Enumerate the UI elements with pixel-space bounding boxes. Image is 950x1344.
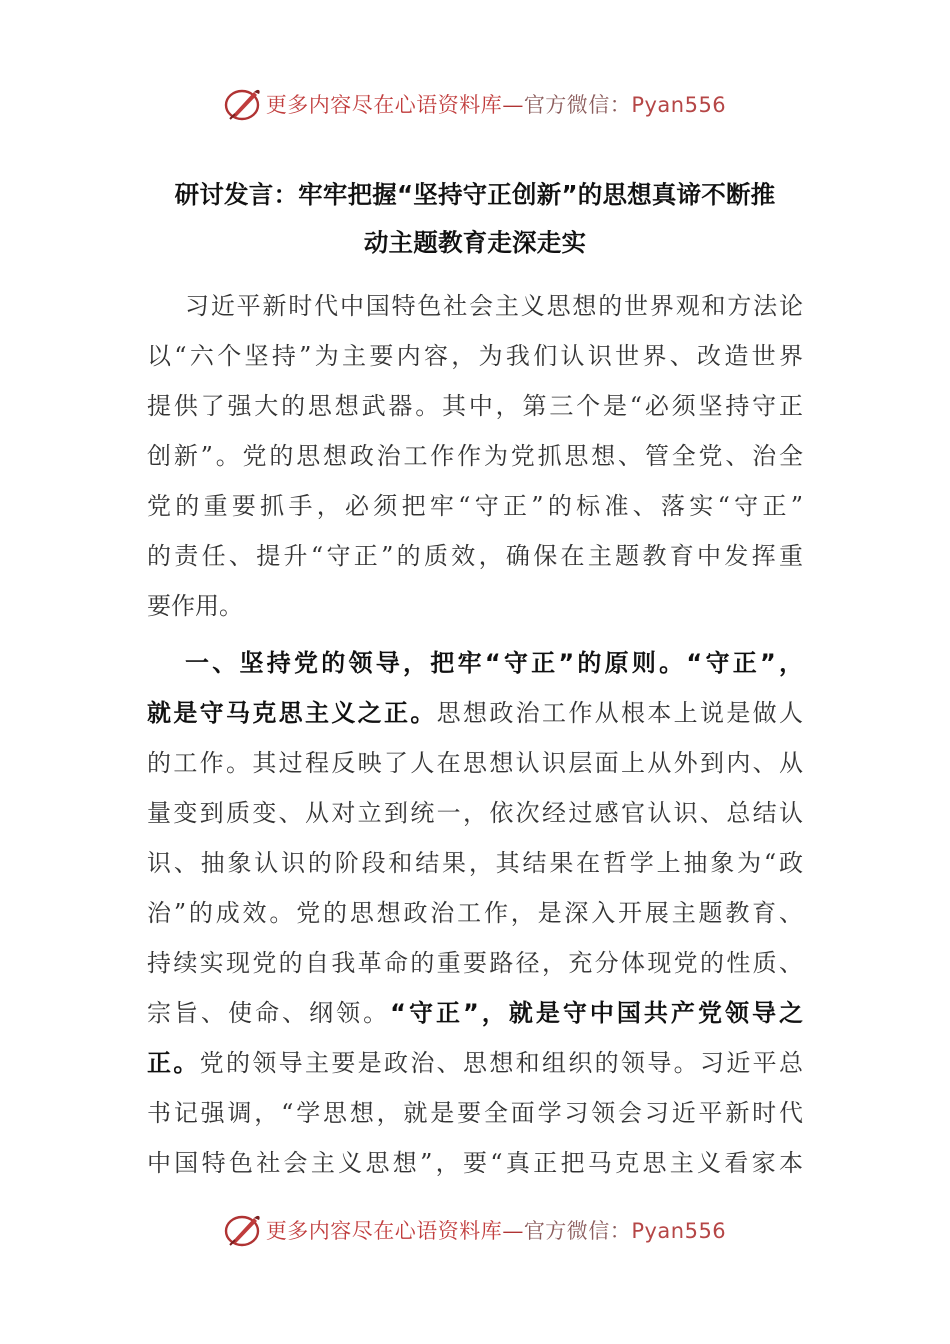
watermark-text: 更多内容尽在心语资料库—官方微信：Pyan556 <box>265 93 727 117</box>
paragraph-1-line-1: 习近平新时代中国特色社会主义思想的世界观和方法论 <box>185 292 803 320</box>
paragraph-2-line-6: 治”的成效。党的思想政治工作，是深入开展主题教育、 <box>147 899 803 927</box>
footer-watermark <box>0 1210 950 1250</box>
paragraph-1-line-2: 以“六个坚持”为主要内容，为我们认识世界、改造世界 <box>147 342 803 370</box>
paragraph-2-line-4: 量变到质变、从对立到统一，依次经过感官认识、总结认 <box>147 799 803 827</box>
paragraph-2-line-5: 识、抽象认识的阶段和结果，其结果在哲学上抽象为“政 <box>147 849 803 877</box>
document-title-line-2: 动主题教育走深走实 <box>363 228 587 257</box>
paragraph-1-line-4: 创新”。党的思想政治工作作为党抓思想、管全党、治全 <box>147 442 803 470</box>
paragraph-2-line-8: 宗旨、使命、纲领。“守正”，就是守中国共产党领导之 <box>147 999 804 1027</box>
quill-pen-icon <box>224 1212 262 1248</box>
document-title-line-1: 研讨发言：牢牢把握“坚持守正创新”的思想真谛不断推 <box>174 180 776 209</box>
paragraph-2-line-2: 就是守马克思主义之正。思想政治工作从根本上说是做人 <box>147 699 804 727</box>
paragraph-2-line-11: 中国特色社会主义思想”，要“真正把马克思主义看家本 <box>147 1149 803 1177</box>
quill-pen-icon <box>224 86 262 122</box>
paragraph-1-line-7: 要作用。 <box>147 592 243 620</box>
section-1-heading: 一、坚持党的领导，把牢“守正”的原则。“守正”， <box>185 649 803 677</box>
paragraph-2-line-10: 书记强调，“学思想，就是要全面学习领会习近平新时代 <box>147 1099 803 1127</box>
paragraph-2-line-9: 正。党的领导主要是政治、思想和组织的领导。习近平总 <box>147 1049 804 1077</box>
header-watermark <box>0 84 950 124</box>
paragraph-2-line-7: 持续实现党的自我革命的重要路径，充分体现党的性质、 <box>147 949 803 977</box>
paragraph-2-line-3: 的工作。其过程反映了人在思想认识层面上从外到内、从 <box>147 749 803 777</box>
watermark-text: 更多内容尽在心语资料库—官方微信：Pyan556 <box>265 1219 727 1243</box>
paragraph-1-line-3: 提供了强大的思想武器。其中，第三个是“必须坚持守正 <box>147 392 803 420</box>
paragraph-1-line-5: 党的重要抓手，必须把牢“守正”的标准、落实“守正” <box>147 492 803 520</box>
paragraph-1-line-6: 的责任、提升“守正”的质效，确保在主题教育中发挥重 <box>147 542 803 570</box>
